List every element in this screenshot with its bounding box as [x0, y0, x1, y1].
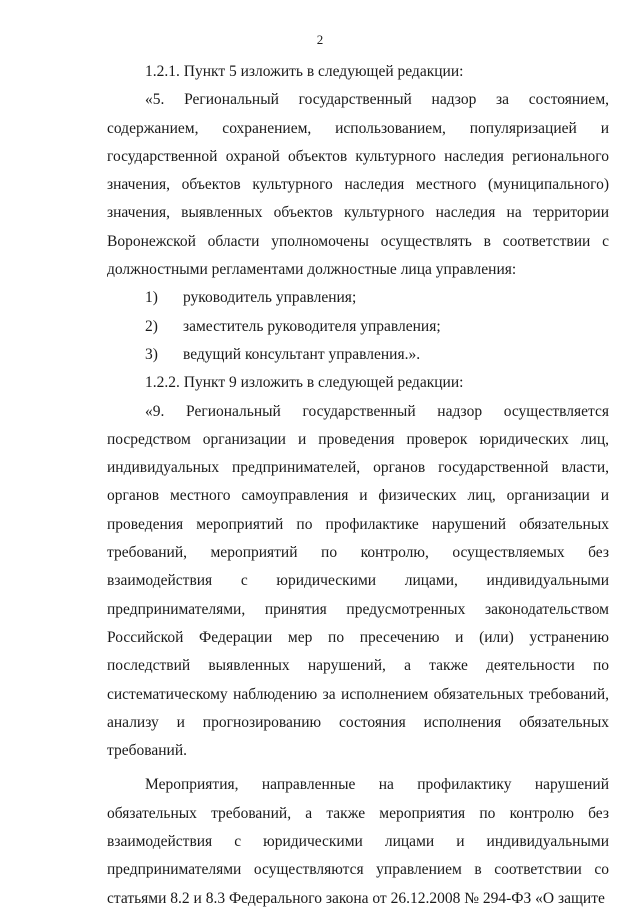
document-body — [107, 58, 609, 913]
page-number: 2 — [316, 32, 324, 47]
clause-5-text: «5. Региональный государственный надзор за состоянием, содержанием, сохранением, использованием, популяризацией и государственной охраной объектов культурного наследия регионального значения, объектов культурного наследия местного (муниципального) значения, выявленных объектов культурного наследия на территории Воронежской области уполномочены осуществлять в соответствии с должностными регламентами должностные лица управления: — [107, 91, 609, 279]
list-item — [107, 341, 609, 369]
list-item-text: заместитель руководителя управления; — [183, 317, 441, 335]
clause-1-2-1: 1.2.1. Пункт 5 изложить в следующей редакции: — [145, 63, 464, 80]
list-item — [107, 313, 609, 341]
list-item-text: ведущий консультант управления.». — [183, 345, 421, 363]
list-item — [107, 284, 609, 312]
list-item-number: 1) — [145, 289, 158, 307]
list-item-text: руководитель управления; — [183, 289, 357, 307]
list-item-number: 3) — [145, 345, 158, 363]
clause-9-text: «9. Региональный государственный надзор осуществляется посредством организации и проведения проверок юридических лиц, индивидуальных предпринимателей, органов государственной власти, органов местного самоуправления и физических лиц, организации и проведения мероприятий по профилактике нарушений обязательных требований, мероприятий по контролю, осуществляемых без взаимодействия с юридическими лицами, индивидуальными предпринимателями, принятия предусмотренных законодательством Российской Федерации мер по пресечению и (или) устранению последствий выявленных нарушений, а также деятельности по систематическому наблюдению за исполнением обязательных требований, анализу и прогнозированию состояния исполнения обязательных требований. — [107, 402, 609, 760]
measures-paragraph: Мероприятия, направленные на профилактику нарушений обязательных требований, а также мероприятия по контролю без взаимодействия с юридическими лицами и индивидуальными предпринимателями осуществляются управлением в соответствии со статьями 8.2 и 8.3 Федерального закона от 26.12.2008 № 294-ФЗ «О защите — [107, 776, 609, 907]
clause-1-2-2: 1.2.2. Пункт 9 изложить в следующей редакции: — [145, 374, 464, 392]
list-item-number: 2) — [145, 317, 158, 335]
